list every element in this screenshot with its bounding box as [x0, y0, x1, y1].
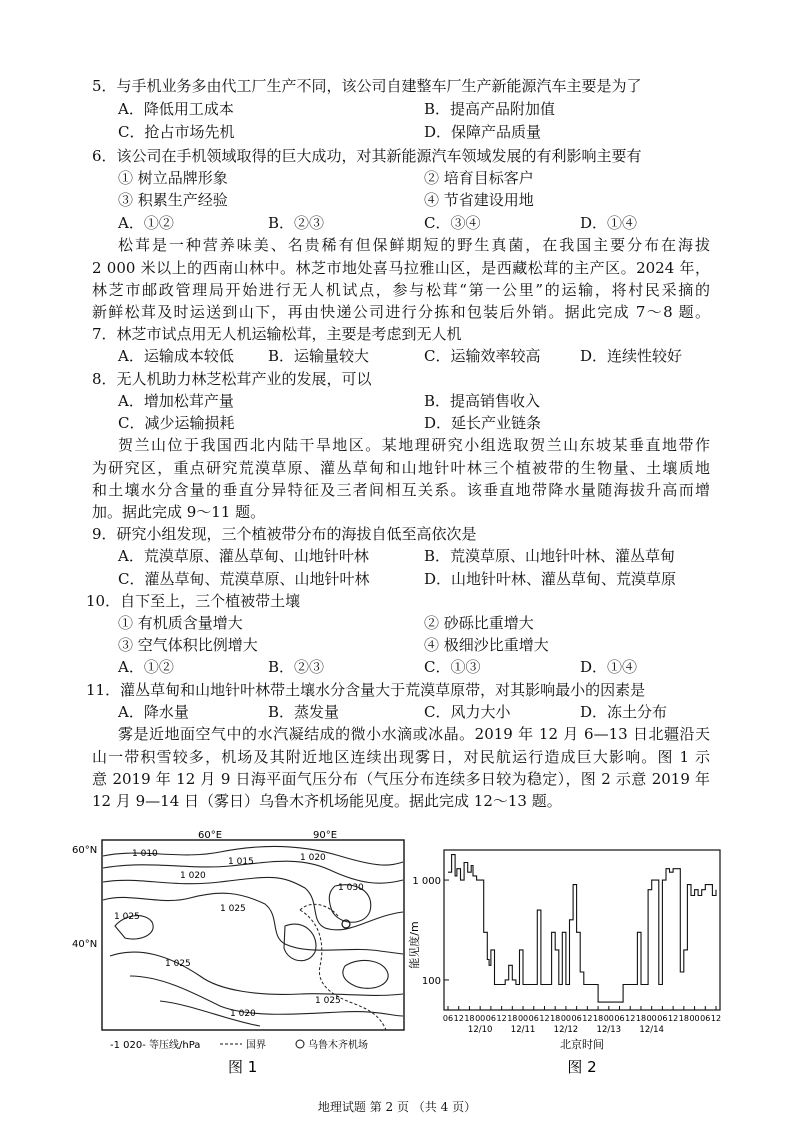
- q11-option-a[interactable]: A．降水量: [118, 703, 189, 721]
- q6-option-a[interactable]: A．①②: [118, 214, 174, 232]
- x-tick-label: 06: [442, 1014, 454, 1023]
- date-label: 12/12: [553, 1025, 579, 1035]
- q11-option-c[interactable]: C．风力大小: [424, 703, 511, 721]
- q6-stem: 6．该公司在手机领域取得的巨大成功，对其新能源汽车领域发展的有利影响主要有: [92, 147, 642, 165]
- svg-text:1 020: 1 020: [180, 871, 206, 881]
- passage-3-line: 雾是近地面空气中的水汽凝结成的微小水滴或冰晶。2019 年 12 月 6—13 日北疆沿天: [118, 725, 710, 743]
- svg-text:1 015: 1 015: [228, 857, 254, 867]
- legend-isobar: -1 020- 等压线/hPa: [110, 1040, 201, 1051]
- x-tick-label: 12: [539, 1014, 550, 1023]
- date-label: 12/11: [510, 1025, 536, 1035]
- q5-option-b[interactable]: B．提高产品附加值: [424, 100, 556, 118]
- x-tick-label: 18: [635, 1014, 647, 1023]
- x-tick-label: 00: [517, 1014, 529, 1023]
- q9-stem: 9．研究小组发现，三个植被带分布的海拔自低至高依次是: [92, 525, 477, 543]
- q10-option-b[interactable]: B．②③: [268, 658, 325, 676]
- x-tick-label: 06: [571, 1014, 582, 1023]
- q8-option-d[interactable]: D．延长产业链条: [424, 414, 542, 432]
- x-tick-label: 18: [678, 1014, 689, 1023]
- q6-item-2: ② 培育目标客户: [424, 169, 534, 187]
- q10-item-4: ④ 极细沙比重增大: [424, 636, 549, 654]
- passage-1-line: 林芝市邮政管理局开始进行无人机试点，参与松茸“第一公里”的运输，将村民采摘的: [92, 281, 710, 299]
- x-tick-label: 12: [582, 1014, 593, 1023]
- date-label: 12/14: [639, 1025, 664, 1035]
- x-tick-label: 06: [657, 1014, 668, 1023]
- q10-item-2: ② 砂砾比重增大: [424, 614, 534, 632]
- q10-option-c[interactable]: C．①③: [424, 658, 481, 676]
- x-tick-label: 06: [485, 1014, 496, 1023]
- legend-border: 国界: [246, 1040, 266, 1051]
- q9-option-a[interactable]: A．荒漠草原、灌丛草甸、山地针叶林: [118, 547, 369, 565]
- q10-option-a[interactable]: A．①②: [118, 658, 174, 676]
- x-tick-label: 18: [464, 1014, 475, 1023]
- q6-item-3: ③ 积累生产经验: [118, 191, 228, 209]
- x-axis-label: 北京时间: [560, 1038, 604, 1051]
- q5-option-c[interactable]: C．抢占市场先机: [118, 123, 235, 141]
- q7-option-d[interactable]: D．连续性较好: [580, 347, 683, 365]
- q5-option-a[interactable]: A．降低用工成本: [118, 100, 234, 118]
- q7-option-a[interactable]: A．运输成本较低: [118, 347, 234, 365]
- q9-option-b[interactable]: B．荒漠草原、山地针叶林、灌丛草甸: [424, 547, 676, 565]
- passage-2-line: 为研究区，重点研究荒漠草原、灌丛草甸和山地针叶林三个植被带的生物量、土壤质地: [92, 459, 710, 477]
- figure-1-caption: 图 1: [228, 1058, 258, 1076]
- q6-option-d[interactable]: D．①④: [580, 214, 638, 232]
- q11-option-b[interactable]: B．蒸发量: [268, 703, 340, 721]
- y-axis-label: 能见度/m: [408, 921, 421, 969]
- lon-60-label: 60°E: [198, 830, 223, 841]
- svg-text:1 020: 1 020: [300, 853, 326, 863]
- national-border: [300, 904, 386, 1030]
- passage-3-line: 意 2019 年 12 月 9 日海平面气压分布（气压分布连续多日较为稳定），图 2 示意 2019 年: [92, 770, 710, 788]
- x-tick-label: 12: [710, 1014, 722, 1023]
- svg-text:1 010: 1 010: [132, 849, 158, 859]
- q8-stem: 8．无人机助力林芝松茸产业的发展，可以: [92, 370, 372, 388]
- svg-text:1 025: 1 025: [220, 904, 246, 914]
- svg-text:1 025: 1 025: [165, 959, 191, 969]
- passage-1-line: 2 000 米以上的西南山林中。林芝市地处喜马拉雅山区，是西藏松茸的主产区。2024 年，: [92, 259, 710, 277]
- x-tick-label: 12: [625, 1014, 636, 1023]
- q10-option-d[interactable]: D．①④: [580, 658, 638, 676]
- x-tick-label: 06: [700, 1014, 711, 1023]
- chart-frame: [444, 850, 720, 1010]
- x-tick-label: 12: [496, 1014, 507, 1023]
- figure-2-caption: 图 2: [567, 1058, 597, 1076]
- passage-2-line: 贺兰山位于我国西北内陆干旱地区。某地理研究小组选取贺兰山东坡某垂直地带作: [118, 436, 710, 454]
- q6-item-1: ① 树立品牌形象: [118, 169, 228, 187]
- q10-item-1: ① 有机质含量增大: [118, 614, 243, 632]
- x-tick-label: 12: [668, 1014, 679, 1023]
- x-tick-label: 06: [614, 1014, 625, 1023]
- passage-1-line: 新鲜松茸及时运送到山下，再由快递公司进行分拣和包装后外销。据此完成 7～8 题。: [92, 303, 710, 321]
- x-tick-label: 06: [528, 1014, 539, 1023]
- x-tick-label: 18: [550, 1014, 561, 1023]
- legend-airport: 乌鲁木齐机场: [308, 1040, 368, 1051]
- figure-1-pressure-map: [70, 826, 420, 1076]
- passage-3-line: 山一带积雪较多，机场及其附近地区连续出现雾日，对民航运行造成巨大影响。图 1 示: [92, 748, 710, 766]
- y-tick-label: 100: [421, 975, 441, 987]
- x-tick-label: 18: [592, 1014, 604, 1023]
- svg-text:1 025: 1 025: [315, 996, 341, 1006]
- passage-2-line: 加。据此完成 9～11 题。: [92, 503, 266, 521]
- lat-60-label: 60°N: [72, 845, 98, 856]
- figure-1-legend: [110, 1038, 368, 1051]
- lon-90-label: 90°E: [313, 830, 338, 841]
- svg-text:1 025: 1 025: [114, 912, 140, 922]
- svg-text:1 020: 1 020: [230, 1009, 256, 1019]
- date-label: 12/10: [467, 1025, 493, 1035]
- date-label: 12/13: [596, 1025, 622, 1035]
- passage-2-line: 和土壤水分含量的垂直分异特征及三者间相互关系。该垂直地带降水量随海拔升高而增: [92, 481, 710, 499]
- x-tick-label: 12: [453, 1014, 464, 1023]
- q5-stem: 5．与手机业务多由代工厂生产不同，该公司自建整车厂生产新能源汽车主要是为了: [92, 77, 642, 95]
- x-tick-label: 00: [603, 1014, 614, 1023]
- visibility-series-line: [448, 855, 716, 1003]
- lat-40-label: 40°N: [72, 939, 98, 950]
- svg-text:1 030: 1 030: [338, 883, 364, 893]
- q10-stem: 10．自下至上，三个植被带土壤: [86, 592, 301, 610]
- q8-option-c[interactable]: C．减少运输损耗: [118, 414, 235, 432]
- q6-option-b[interactable]: B．②③: [268, 214, 325, 232]
- page-footer: 地理试题 第 2 页 （共 4 页）: [317, 1100, 477, 1114]
- q9-option-c[interactable]: C．灌丛草甸、荒漠草原、山地针叶林: [118, 570, 370, 588]
- chart-marks: [412, 855, 721, 1035]
- x-tick-label: 00: [475, 1014, 486, 1023]
- q11-stem: 11．灌丛草甸和山地针叶林带土壤水分含量大于荒漠草原带，对其影响最小的因素是: [86, 681, 646, 699]
- q10-item-3: ③ 空气体积比例增大: [118, 636, 258, 654]
- y-tick-label: 1 000: [412, 876, 441, 888]
- x-tick-label: 00: [560, 1014, 572, 1023]
- q8-option-b[interactable]: B．提高销售收入: [424, 392, 541, 410]
- q7-option-b[interactable]: B．运输量较大: [268, 347, 370, 365]
- isobar-lines: [103, 846, 403, 1026]
- q9-option-d[interactable]: D．山地针叶林、灌丛草甸、荒漠草原: [424, 570, 677, 588]
- x-tick-label: 18: [507, 1014, 518, 1023]
- x-tick-label: 00: [689, 1014, 700, 1023]
- q5-option-d[interactable]: D．保障产品质量: [424, 123, 542, 141]
- passage-3-line: 12 月 9—14 日（雾日）乌鲁木齐机场能见度。据此完成 12～13 题。: [92, 792, 562, 810]
- q11-option-d[interactable]: D．冻土分布: [580, 703, 668, 721]
- q7-stem: 7．林芝市试点用无人机运输松茸，主要是考虑到无人机: [92, 325, 462, 343]
- q7-option-c[interactable]: C．运输效率较高: [424, 347, 541, 365]
- legend-airport-icon: [296, 1040, 304, 1048]
- q8-option-a[interactable]: A．增加松茸产量: [118, 392, 234, 410]
- x-tick-label: 00: [646, 1014, 657, 1023]
- passage-1-line: 松茸是一种营养味美、名贵稀有但保鲜期短的野生真菌，在我国主要分布在海拔: [118, 236, 710, 254]
- q6-option-c[interactable]: C．③④: [424, 214, 481, 232]
- figure-2-visibility-chart: [406, 840, 732, 1076]
- q6-item-4: ④ 节省建设用地: [424, 191, 534, 209]
